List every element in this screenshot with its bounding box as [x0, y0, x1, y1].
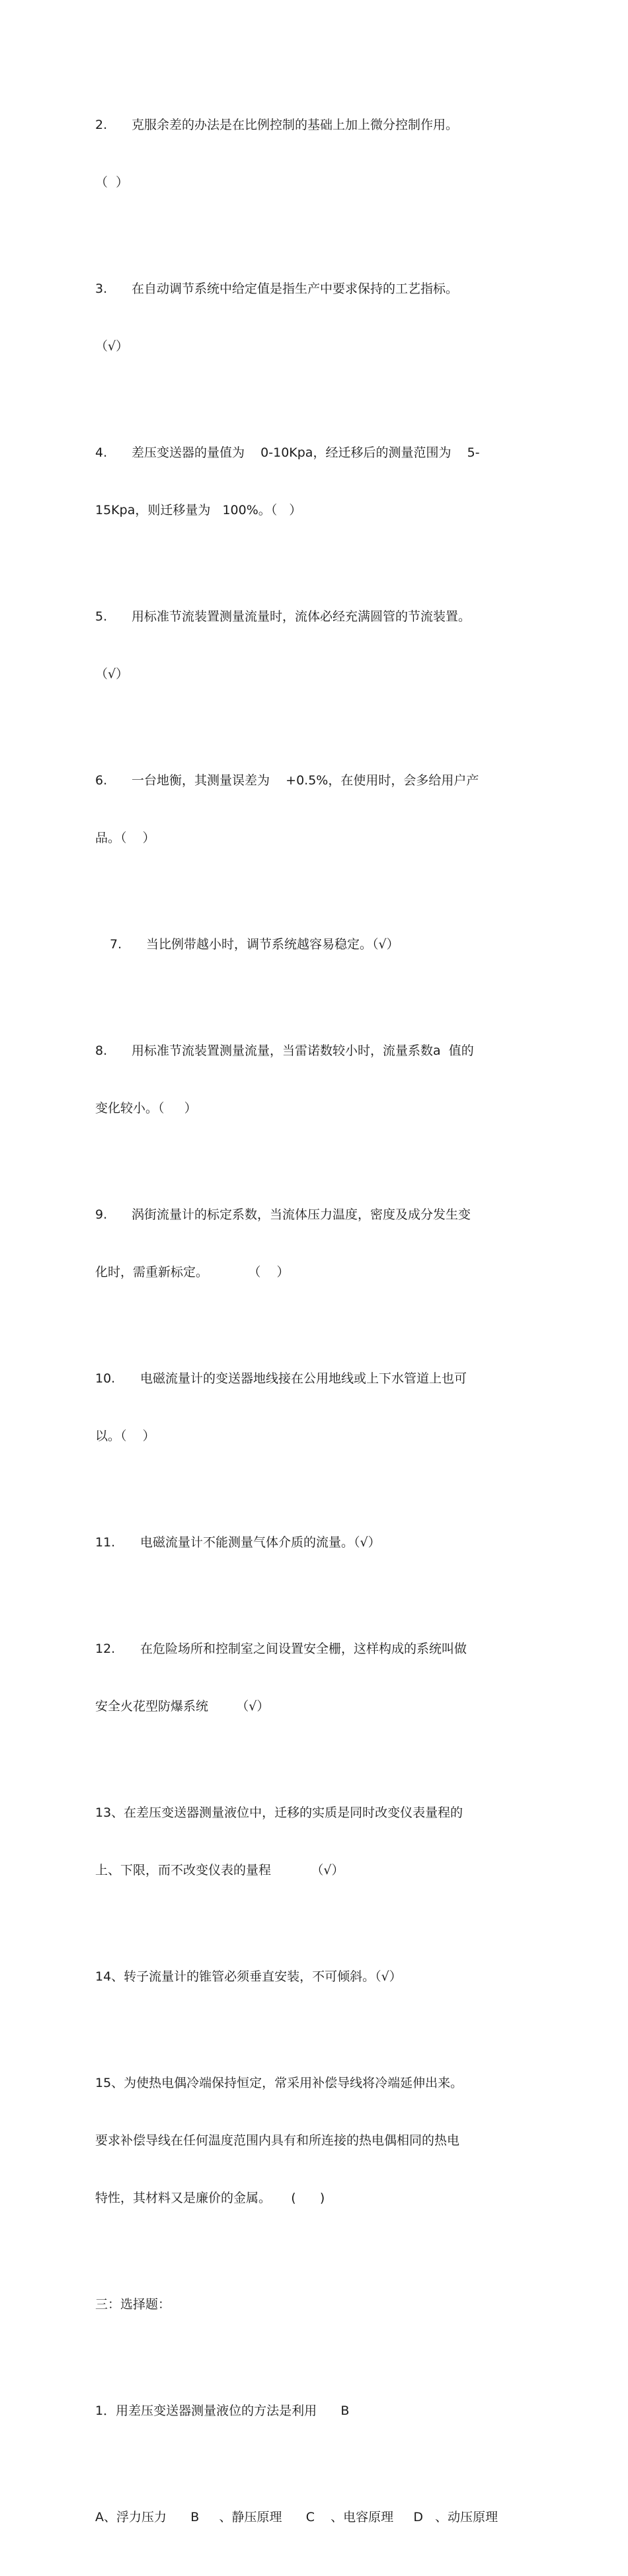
question-text-cont: 化时，需重新标定。 （ ） [95, 1265, 290, 1279]
document-content [95, 77, 512, 2576]
question-number: 4. [95, 445, 108, 460]
question-text: 电磁流量计不能测量气体介质的流量。（√） [140, 1535, 381, 1550]
question-15 [95, 2035, 512, 2246]
question-8 [95, 1003, 512, 1156]
question-text-cont: （ ） [95, 175, 129, 190]
question-number: 3. [95, 282, 108, 296]
question-text-cont: 安全火花型防爆系统 （√） [95, 1699, 270, 1714]
question-text: 克服余差的办法是在比例控制的基础上加上微分控制作用。 [132, 118, 459, 132]
question-11 [95, 1495, 512, 1591]
question-number: 5. [95, 609, 108, 624]
question-13 [95, 1765, 512, 1918]
question-text: 当比例带越小时，调节系统越容易稳定。（√） [146, 937, 399, 952]
question-3 [95, 241, 512, 395]
question-12 [95, 1601, 512, 1755]
question-number: 2. [95, 118, 108, 132]
question-text-cont: 以。（ ） [95, 1429, 155, 1443]
question-text: 用标准节流装置测量流量时，流体必经充满圆管的节流装置。 [132, 609, 471, 624]
question-number: 9. [95, 1207, 108, 1222]
question-text: 涡街流量计的标定系数，当流体压力温度，密度及成分发生变 [132, 1207, 471, 1222]
question-text: 15、为使热电偶冷端保持恒定，常采用补偿导线将冷端延伸出来。 [95, 2076, 463, 2090]
question-text-cont: 品。（ ） [95, 831, 155, 845]
question-text: 差压变送器的量值为 0-10Kpa，经迁移后的测量范围为 5- [132, 445, 480, 460]
choice-question-1 [95, 2363, 512, 2459]
question-number: 10. [95, 1371, 116, 1386]
question-10 [95, 1331, 512, 1484]
question-text: 13、在差压变送器测量液位中，迁移的实质是同时改变仪表量程的 [95, 1805, 463, 1820]
question-number: 11. [95, 1535, 116, 1550]
question-9 [95, 1167, 512, 1320]
question-text: 一台地衡，其测量误差为 +0.5%，在使用时，会多给用户产 [132, 773, 479, 788]
question-2 [95, 77, 512, 231]
question-7 [95, 897, 512, 993]
question-5 [95, 569, 512, 722]
question-text-cont: 上、下限，而不改变仪表的量程 （√） [95, 1863, 344, 1877]
question-text: 用标准节流装置测量流量，当雷诺数较小时，流量系数a 值的 [132, 1043, 474, 1058]
question-number: 8. [95, 1043, 108, 1058]
question-number: 12. [95, 1642, 116, 1656]
choice-options [95, 2470, 512, 2565]
question-4 [95, 405, 512, 558]
question-text-cont: 变化较小。（ ） [95, 1101, 197, 1116]
question-text: 14、转子流量计的锥管必须垂直安装，不可倾斜。（√） [95, 1969, 402, 1984]
section-heading [95, 2257, 512, 2353]
question-text-cont: （√） [95, 339, 129, 354]
question-text: 电磁流量计的变送器地线接在公用地线或上下水管道上也可 [140, 1371, 467, 1386]
question-text-cont: 要求补偿导线在任何温度范围内具有和所连接的热电偶相同的热电 [95, 2133, 460, 2148]
question-14 [95, 1929, 512, 2025]
section-title: 三：选择题： [95, 2297, 171, 2312]
question-text-cont: （√） [95, 667, 129, 681]
question-6 [95, 733, 512, 886]
question-text: 在自动调节系统中给定值是指生产中要求保持的工艺指标。 [132, 282, 459, 296]
question-text: 在危险场所和控制室之间设置安全栅，这样构成的系统叫做 [140, 1642, 467, 1656]
question-number: 7. [110, 937, 122, 952]
question-text: 1．用差压变送器测量液位的方法是利用 B [95, 2404, 350, 2418]
question-text-cont: 15Kpa，则迁移量为 100%。（ ） [95, 503, 302, 517]
question-number: 6. [95, 773, 108, 788]
question-text-cont: 特性，其材料又是廉价的金属。 ( ) [95, 2191, 325, 2205]
options-text: A、浮力压力 B 、静压原理 C 、电容原理 D 、动压原理 [95, 2510, 498, 2524]
